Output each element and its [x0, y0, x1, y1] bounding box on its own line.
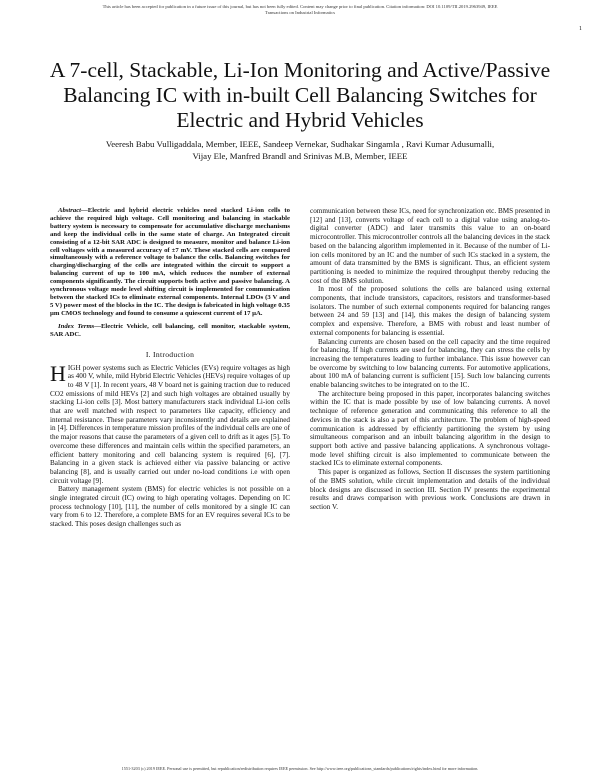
left-column — [50, 207, 290, 529]
section-heading-introduction: I. Introduction — [145, 349, 195, 359]
publication-notice — [10, 4, 590, 15]
notice-line-1: This article has been accepted for publication in a future issue of this journal, but has not been fully edited. Content may change prior to final publication. Citation information: DOI 10.1109/TII.2019.2963949, IEEE — [102, 4, 498, 9]
right-paragraph-2: In most of the proposed solutions the cells are balanced using external components, that include transistors, capacitors, resistors and transformer-based isolators. The number of such external components required for balancing ranges between 24 and 59 [13] and [14], this makes the design of balancing system complex and expensive. Therefore, a BMS with robust and least number of external components for balancing is essential. — [310, 285, 550, 337]
right-paragraph-3: Balancing currents are chosen based on the cell capacity and the time required for balancing. If high currents are used for balancing, they can stress the cells by increasing the temperatures leading to further imbalance. This issue however can be overcome by switching to low balancing currents. For automotive applications, about 100 mA of balancing current is sufficient [15]. Such low balancing currents enable balancing switches to be integrated on to the IC. — [310, 337, 550, 390]
drop-cap: H — [50, 360, 66, 386]
intro-paragraph-1 — [50, 360, 290, 486]
copyright-footer: 1551-3203 (c) 2019 IEEE. Personal use is permitted, but republication/redistribution requires IEEE permission. See http://www.ieee.org/publications_standards/publications/rights/index.html for more information. — [121, 766, 479, 771]
authors-line-1: Veeresh Babu Vulligaddala, Member, IEEE, Sandeep Vernekar, Sudhakar Singamla , Ravi Kumar Adusumalli, — [105, 139, 495, 149]
right-paragraph-1: communication between these ICs, need for synchronization etc. BMS presented in [12] and [13], converts voltage of each cell to a digital value using analog-to-digital converter (ADC) and later transmits this value to an on-board microcontroller. This microcontroller controls all the balancing devices in the stack based on the balancing algorithm implemented in it. Because of the number of Li-ion cells monitored by an IC and the number of such ICs stacked in a system, the amount of data transmitted by the BMS is significant. Thus, an efficient system partitioning is needed to minimize the required throughput thereby reducing the cost of the BMS solution. — [310, 207, 550, 285]
right-paragraph-4: The architecture being proposed in this paper, incorporates balancing switches within the IC that is made possible by use of low balancing currents. A novel technique of reference generation and communicating this reference to all the devices in the stack is also a part of this architecture. The problem of high-speed communication is addressed by efficiently partitioning the system by using simultaneous comparison and an inbuilt balancing algorithm in the design to support both active and passive balancing applications. A synchronous voltage-mode level shifting circuit is also implemented to communicate between the stacked ICs to eliminate external components. — [310, 389, 550, 468]
right-column — [310, 207, 550, 512]
abstract — [50, 207, 290, 318]
intro-paragraph-2: Battery management system (BMS) for electric vehicles is not possible on a single integrated circuit (IC) owing to high operating voltages. Depending on IC process technology [10], [11], the number of cells monitored by a single IC can vary from 6 to 12. Therefore, a complete BMS for an EV requires several ICs to be stacked. This poses design challenges such as — [50, 485, 290, 529]
author-list — [50, 139, 550, 162]
index-terms-label: Index Terms — [58, 322, 95, 330]
abstract-label: Abstract — [58, 207, 82, 214]
authors-line-2: Vijay Ele, Manfred Brandl and Srinivas M.B, Member, IEEE — [192, 150, 408, 161]
right-paragraph-5: This paper is organized as follows, Section II discusses the system partitioning of the BMS solution, while circuit implementation and details of the individual block designs are discussed in section III. Section IV presents the experimental results and draws comparison with previous work. Conclusions are drawn in section V. — [310, 468, 550, 511]
notice-line-2: Transactions on Industrial Informatics — [264, 9, 336, 15]
paper-title: A 7-cell, Stackable, Li-Ion Monitoring and Active/Passive Balancing IC with in-built Cell Balancing Switches for Electric and Hybrid Vehicles — [49, 58, 551, 132]
index-terms-text: —Electric Vehicle, cell balancing, cell monitor, stackable system, SAR ADC. — [50, 322, 291, 338]
abstract-text: —Electric and hybrid electric vehicles need stacked Li-ion cells to achieve the required high voltage. Cell monitoring and balancing in stackable battery system is necessary to compensate for accumulative discharge mechanisms and keep the individual cells in the same state of charge. An Integrated circuit consisting of a 12-bit SAR ADC is designed to measure, monitor and balance Li-ion cell voltages with a measured accuracy of ±7 mV. These stacked cells are compared simultaneously with a reference voltage to balance the cells. Balancing switches for charging/discharging of the cells are integrated within the circuit to support a balancing current of up to 100 mA, which reduces the number of external components significantly. The circuit supports both active and passive balancing. A synchronous voltage mode level shifting circuit is implemented for communication between the stacked ICs to eliminate external components. Internal LDOs (3 V and 5 V) power most of the blocks in the IC. The design is fabricated in high voltage 0.35 µm CMOS technology and found to consume a quiescent current of 17 µA. — [50, 207, 290, 317]
page-number: 1 — [579, 26, 582, 32]
index-terms — [50, 323, 290, 339]
intro-paragraph-1-text: IGH power systems such as Electric Vehicles (EVs) require voltages as high as 400 V, while, mild Hybrid Electric Vehicles (HEVs) require voltages of up to 48 V [1]. In recent years, 48 V board net is gaining traction due to reduced CO2 emissions of mild HEVs [2] and such high voltages are obtained usually by stacking Li-ion cells [3]. Most battery manufacturers stack individual Li-ion cells that are well matched with respect to parameters like capacity, efficiency and internal resistance. These parameters vary inconsistently and details are explained in [4]. Differences in temperature mission profiles of the individual cells are one of the major reasons that cause the parameters of a given cell to drift as it ages [5]. To overcome these differences and maintain cells within the specified parameters, an efficient battery monitoring and cell balancing system is required [6], [7]. Balancing in a given stack is achieved either via passive balancing or active balancing [8], and is usually carried out under no-load conditions i.e with open circuit voltage [9]. — [50, 363, 290, 485]
